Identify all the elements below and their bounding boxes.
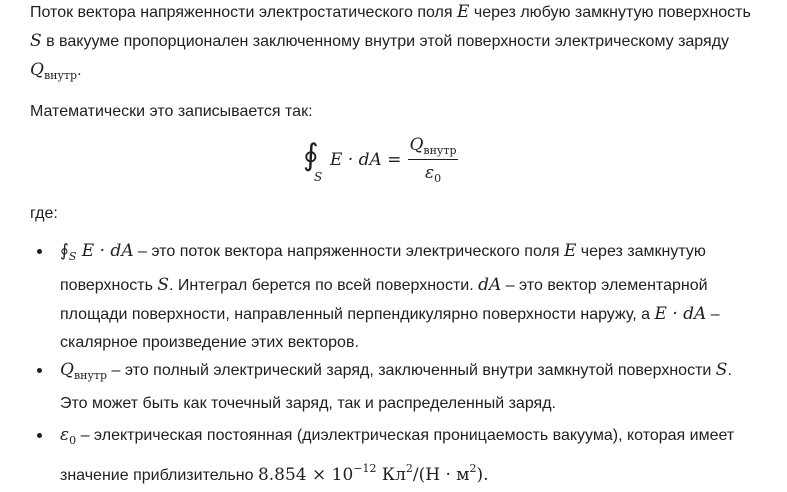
- integral-inline-subscript: S: [68, 250, 77, 263]
- flux-symbol-e: E: [563, 241, 577, 261]
- where-label: где:: [30, 205, 58, 222]
- charge-text-2: . Это может быть как точечный заряд, так и распределенный заряд.: [60, 362, 732, 412]
- epsilon-subscript: 0: [69, 434, 77, 447]
- bullet-list-charge: [30, 356, 755, 418]
- unit-meter-exponent: 2: [469, 462, 477, 475]
- denominator-subscript: 0: [434, 172, 442, 185]
- flux-text-2: через замкнутую поверхность: [60, 243, 706, 294]
- charge-symbol-s: S: [715, 360, 728, 380]
- epsilon-exponent: −12: [353, 462, 377, 475]
- symbol-q: Q: [30, 60, 44, 80]
- list-item-flux: [30, 237, 755, 357]
- symbol-q-subscript: внутр: [43, 69, 78, 82]
- list-item-epsilon: [30, 421, 755, 490]
- gauss-law-formula: [300, 134, 480, 194]
- numerator-symbol: Q: [409, 135, 424, 155]
- list-item-charge: [30, 356, 755, 418]
- fraction-bar: [408, 159, 458, 160]
- unit-coulomb-exponent: 2: [405, 462, 413, 475]
- flux-symbol-e-dot-da: E · dA: [654, 304, 707, 324]
- flux-symbol-da: dA: [478, 275, 502, 295]
- flux-text-1: – это поток вектора напряженности электрического поля: [133, 243, 564, 260]
- intro-text-2: через любую замкнутую поверхность: [469, 4, 751, 21]
- denominator-symbol: ε: [424, 163, 435, 183]
- contour-integral-icon: ∮: [303, 138, 319, 173]
- bullet-list-epsilon: [30, 421, 755, 490]
- fraction-denominator: [408, 162, 458, 190]
- unit-coulomb: Кл: [376, 465, 406, 485]
- formula-fraction: [408, 134, 458, 190]
- charge-text-1: – это полный электрический заряд, заключенный внутри замкнутой поверхности: [107, 362, 716, 379]
- formula-lhs: E · dA =: [330, 150, 402, 170]
- intro-text-4: .: [77, 62, 82, 79]
- unit-close: ).: [476, 465, 489, 485]
- intro-text-1: Поток вектора напряженности электростатического поля: [30, 4, 457, 21]
- flux-text-5: – скалярное произведение этих векторов.: [60, 306, 720, 351]
- math-intro-text: Математически это записывается так:: [30, 103, 313, 120]
- flux-expression: E · dA: [76, 241, 134, 261]
- bullet-list-flux: [30, 237, 755, 357]
- intro-paragraph: [30, 0, 755, 90]
- numerator-subscript: внутр: [423, 144, 457, 157]
- flux-symbol-s: S: [157, 275, 169, 295]
- contour-integral-inline-icon: ∮: [60, 241, 69, 261]
- charge-symbol-q-subscript: внутр: [73, 369, 108, 382]
- flux-text-3: . Интеграл берется по всей поверхности.: [169, 277, 479, 294]
- fraction-numerator: [408, 134, 458, 156]
- intro-text-3: в вакууме пропорционален заключенному внутри этой поверхности электрическому заряду: [41, 33, 730, 50]
- integral-subscript: S: [314, 170, 323, 184]
- flux-text-4: – это вектор элементарной площади поверхности, направленный перпендикулярно поверхности наружу, а: [60, 277, 708, 323]
- charge-symbol-q: Q: [60, 360, 74, 380]
- epsilon-symbol: ε: [60, 425, 70, 445]
- symbol-s: S: [30, 31, 42, 51]
- epsilon-value: 8.854 × 10: [257, 465, 354, 485]
- epsilon-text-1: – электрическая постоянная (диэлектрическая проницаемость вакуума), которая имеет значение приблизительно: [60, 427, 735, 484]
- unit-newton-meter: /(Н · м: [412, 465, 470, 485]
- symbol-e: E: [457, 2, 470, 22]
